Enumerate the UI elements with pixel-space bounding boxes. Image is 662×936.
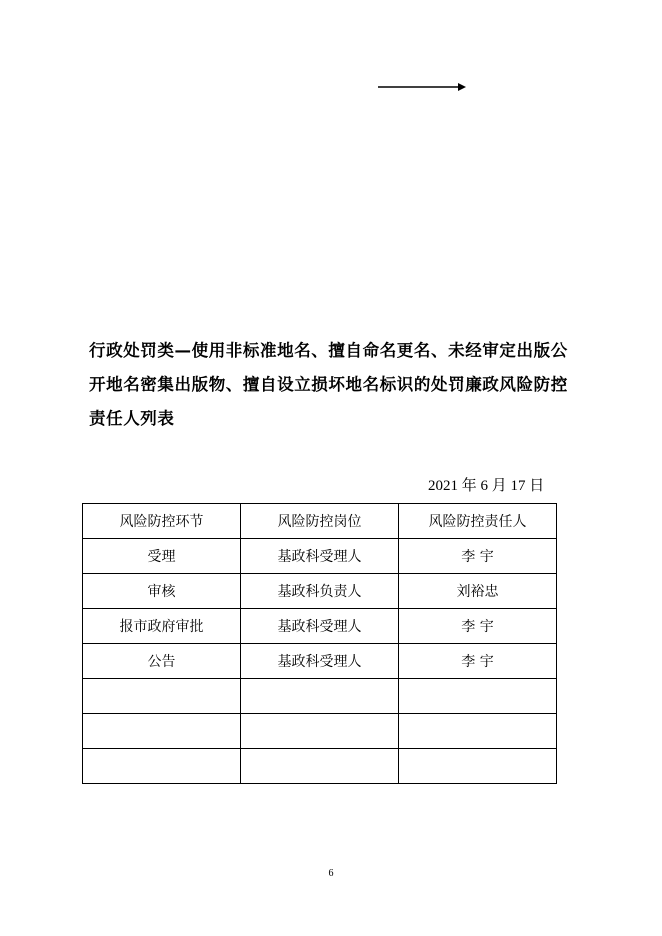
table-cell	[83, 679, 241, 714]
table-cell	[241, 679, 399, 714]
table-cell	[241, 714, 399, 749]
table-cell: 审核	[83, 574, 241, 609]
table-row-empty	[83, 679, 557, 714]
title-line-2: 开地名密集出版物、擅自设立损坏地名标识的处罚廉政风险防控	[89, 375, 568, 394]
table-cell	[83, 714, 241, 749]
header-cell-person: 风险防控责任人	[399, 504, 557, 539]
table-row	[83, 574, 557, 609]
table-row-empty	[83, 714, 557, 749]
table-cell: 李 宇	[399, 609, 557, 644]
table-cell	[83, 749, 241, 784]
table-cell: 李 宇	[399, 539, 557, 574]
risk-control-table	[82, 503, 557, 784]
document-title	[89, 334, 589, 436]
table-cell: 报市政府审批	[83, 609, 241, 644]
document-date: 2021 年 6 月 17 日	[428, 478, 545, 494]
table-cell: 基政科负责人	[241, 574, 399, 609]
table-cell: 刘裕忠	[399, 574, 557, 609]
header-cell-stage: 风险防控环节	[83, 504, 241, 539]
table-cell: 基政科受理人	[241, 609, 399, 644]
header-cell-post: 风险防控岗位	[241, 504, 399, 539]
page-number: 6	[328, 868, 334, 879]
table-cell	[399, 749, 557, 784]
arrow-right-icon	[378, 82, 466, 92]
table-cell	[399, 679, 557, 714]
table-cell: 受理	[83, 539, 241, 574]
table-cell	[241, 749, 399, 784]
table-cell: 基政科受理人	[241, 644, 399, 679]
table-cell: 基政科受理人	[241, 539, 399, 574]
title-line-1: 行政处罚类—使用非标准地名、擅自命名更名、未经审定出版公	[89, 341, 568, 360]
table-row	[83, 609, 557, 644]
table-cell: 公告	[83, 644, 241, 679]
table-cell: 李 宇	[399, 644, 557, 679]
title-line-3: 责任人列表	[89, 409, 175, 428]
table-cell	[399, 714, 557, 749]
table-row-empty	[83, 749, 557, 784]
table-row	[83, 539, 557, 574]
table-header-row	[83, 504, 557, 539]
table-row	[83, 644, 557, 679]
